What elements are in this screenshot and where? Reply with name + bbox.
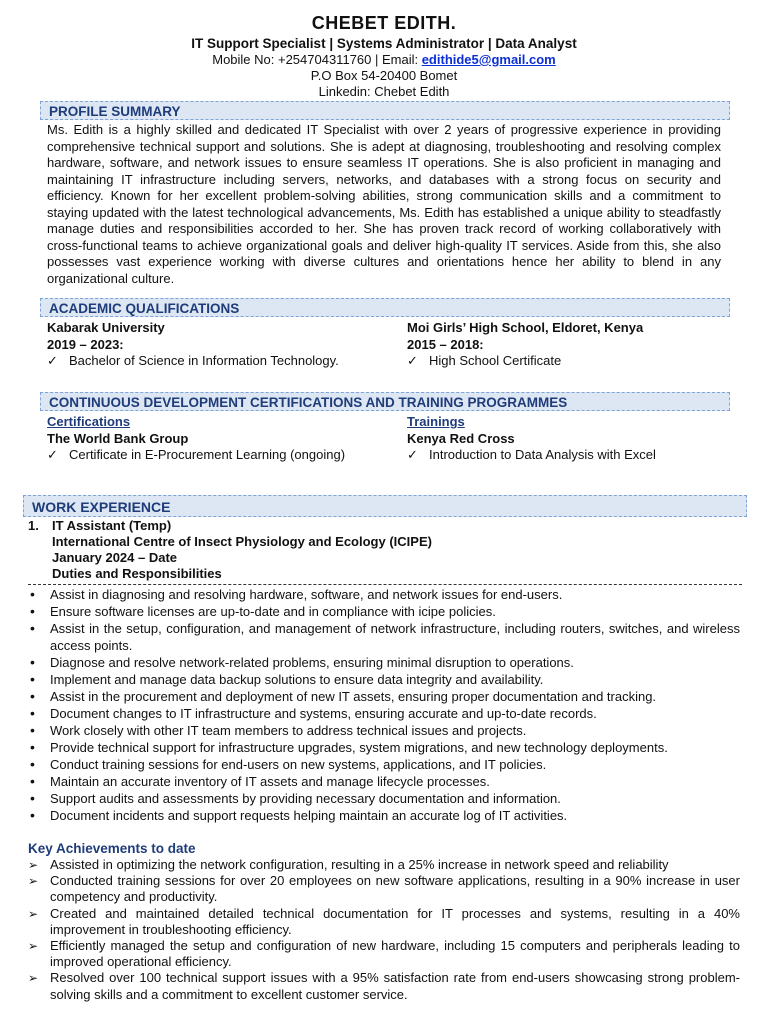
job-role: IT Assistant (Temp): [52, 518, 172, 533]
linkedin-line: Linkedin: Chebet Edith: [318, 84, 450, 99]
academic-left: [47, 320, 387, 370]
duty-item: • Document changes to IT infrastructure and systems, ensuring accurate and up-to-date records.: [28, 705, 740, 722]
duty-item: • Implement and manage data backup solutions to ensure data integrity and availability.: [28, 671, 740, 688]
duty-item: • Ensure software licenses are up-to-date and in compliance with icipe policies.: [28, 603, 740, 620]
degree-text: Bachelor of Science in Information Technology.: [69, 353, 339, 368]
profile-summary-text: Ms. Edith is a highly skilled and dedicated IT Specialist with over 2 years of progressive experience in providing comprehensive technical support and solutions. She is adept at diagnosing, troubleshooting and resolving complex hardware, software, and network issues to ensure seamless IT operations. She is also proficient in managing and maintaining IT infrastructure including servers, networks, and databases with a strong focus on security and efficiency. Known for her excellent problem-solving abilities, strong communication skills and a commitment to staying updated with the latest technological advancements, Ms. Edith has established a unique ability to steadfastly manage duties and responsibilities accorded to her. She has proven track record of working collaboratively with cross-functional teams to achieve organizational goals and deliver high-quality IT services. Aside from this, she also possesses vast experience working with diverse cultures and orientations hence her ability to blend in any organizational culture.: [47, 122, 721, 286]
trainings-label: Trainings: [407, 414, 465, 429]
certification-item: [47, 447, 387, 464]
degree-item: [47, 353, 387, 370]
postal-address: P.O Box 54-20400 Bomet: [310, 68, 458, 83]
employer-name: International Centre of Insect Physiology and Ecology (ICIPE): [52, 534, 432, 549]
work-experience-heading: WORK EXPERIENCE: [23, 495, 747, 517]
profile-summary-heading: PROFILE SUMMARY: [40, 101, 730, 120]
high-school-years: 2015 – 2018:: [407, 336, 484, 352]
job-number: 1.: [28, 518, 39, 533]
trainings-column: [407, 414, 737, 464]
job-titles: IT Support Specialist | Systems Administrator | Data Analyst: [191, 36, 577, 51]
job-dates: January 2024 – Date: [52, 550, 178, 565]
training-text: Introduction to Data Analysis with Excel: [429, 447, 656, 462]
duties-list: [28, 586, 740, 824]
achievements-heading: Key Achievements to date: [28, 841, 196, 856]
duty-item: • Document incidents and support requests helping maintain an accurate log of IT activities.: [28, 807, 740, 824]
duty-item: • Diagnose and resolve network-related problems, ensuring minimal disruption to operations.: [28, 654, 740, 671]
training-item: [407, 447, 737, 464]
university-name: Kabarak University: [47, 320, 165, 335]
training-org: Kenya Red Cross: [407, 430, 515, 446]
achievement-item: ➢ Assisted in optimizing the network configuration, resulting in a 25% increase in network speed and reliability: [28, 857, 740, 873]
candidate-name: CHEBET EDITH.: [311, 13, 457, 33]
university-years: 2019 – 2023:: [47, 336, 124, 352]
certifications-column: [47, 414, 387, 464]
email-link[interactable]: edithide5@gmail.com: [421, 52, 556, 67]
mobile-label: Mobile No: +254704311760 | Email:: [212, 52, 422, 67]
contact-line: [0, 52, 768, 68]
duty-item: • Conduct training sessions for end-users on new systems, applications, and IT policies.: [28, 756, 740, 773]
duty-item: • Assist in the setup, configuration, and management of network infrastructure, including routers, switches, and wireless access points.: [28, 620, 740, 654]
certifications-label: Certifications: [47, 414, 131, 429]
achievement-item: ➢ Efficiently managed the setup and configuration of new hardware, including 15 computers and peripherals leading to improved operational efficiency.: [28, 938, 740, 970]
academic-heading: ACADEMIC QUALIFICATIONS: [40, 298, 730, 317]
duty-item: • Work closely with other IT team members to address technical issues and projects.: [28, 722, 740, 739]
duty-item: • Assist in the procurement and deployment of new IT assets, ensuring proper documentation and tracking.: [28, 688, 740, 705]
duty-item: • Support audits and assessments by providing necessary documentation and information.: [28, 790, 740, 807]
high-school-text: High School Certificate: [429, 353, 562, 368]
duty-item: • Assist in diagnosing and resolving hardware, software, and network issues for end-users.: [28, 586, 740, 603]
high-school-name: Moi Girls’ High School, Eldoret, Kenya: [407, 320, 644, 335]
certification-org: The World Bank Group: [47, 430, 189, 446]
achievement-item: ➢ Created and maintained detailed technical documentation for IT processes and systems, resulting in a 40% improvement in troubleshooting efficiency.: [28, 906, 740, 938]
achievement-item: ➢ Conducted training sessions for over 20 employees on new software applications, resulting in a 90% increase in user competency and productivity.: [28, 873, 740, 905]
duties-divider: [28, 584, 742, 585]
job-role-line: [28, 518, 171, 535]
duty-item: • Maintain an accurate inventory of IT assets and manage lifecycle processes.: [28, 773, 740, 790]
duties-label: Duties and Responsibilities: [52, 566, 222, 581]
academic-right: [407, 320, 737, 370]
certification-text: Certificate in E-Procurement Learning (ongoing): [69, 447, 346, 462]
development-heading: CONTINUOUS DEVELOPMENT CERTIFICATIONS AND TRAINING PROGRAMMES: [40, 392, 730, 411]
achievements-list: [28, 857, 740, 1003]
achievement-item: ➢ Resolved over 100 technical support issues with a 95% satisfaction rate from end-users showcasing strong problem-solving skills and a commitment to excellent customer service.: [28, 970, 740, 1002]
duty-item: • Provide technical support for infrastructure upgrades, system migrations, and new technology deployments.: [28, 739, 740, 756]
high-school-item: [407, 353, 737, 370]
